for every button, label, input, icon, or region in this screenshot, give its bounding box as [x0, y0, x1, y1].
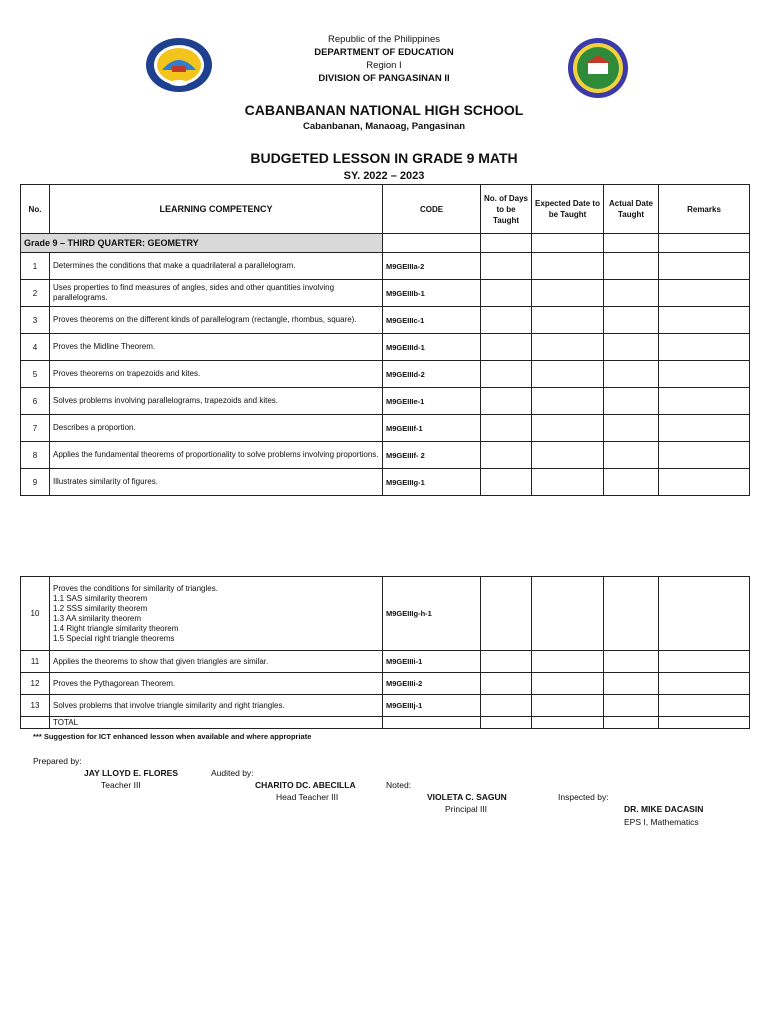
- inspected-by-title: EPS I, Mathematics: [624, 817, 699, 827]
- remarks-cell: [659, 651, 750, 673]
- table-row: [21, 334, 750, 361]
- actual-date-cell: [604, 469, 659, 496]
- row-number: 12: [21, 673, 50, 695]
- budget-table-part1: [20, 184, 750, 496]
- audited-by-title: Head Teacher III: [276, 792, 339, 802]
- col-header-no: No.: [21, 185, 50, 234]
- row-number: 3: [21, 307, 50, 334]
- audited-by-name: CHARITO DC. ABECILLA: [255, 780, 356, 790]
- days-cell: [481, 577, 532, 651]
- noted-title: Principal III: [445, 804, 488, 814]
- competency-cell: Applies the fundamental theorems of proportionality to solve problems involving proportions.: [50, 442, 383, 469]
- actual-date-cell: [604, 334, 659, 361]
- actual-date-cell: [604, 415, 659, 442]
- days-cell: [481, 415, 532, 442]
- competency-cell: Proves theorems on trapezoids and kites.: [50, 361, 383, 388]
- table-row: [21, 280, 750, 307]
- expected-date-cell: [532, 415, 604, 442]
- inspected-by-name: DR. MIKE DACASIN: [624, 804, 704, 814]
- school-address: Cabanbanan, Manaoag, Pangasinan: [302, 121, 466, 132]
- table-header-row: [21, 185, 750, 234]
- table-row: [21, 469, 750, 496]
- code-cell: M9GEIIIi-2: [383, 673, 481, 695]
- code-cell: M9GEIIIb-1: [383, 280, 481, 307]
- days-cell: [481, 361, 532, 388]
- code-cell: M9GEIIIj-1: [383, 695, 481, 717]
- header-region: Region I: [366, 60, 402, 71]
- code-cell: M9GEIIIf- 2: [383, 442, 481, 469]
- table-row: [21, 253, 750, 280]
- col-header-competency: LEARNING COMPETENCY: [50, 185, 383, 234]
- remarks-cell: [659, 577, 750, 651]
- remarks-cell: [659, 307, 750, 334]
- row-number: 1: [21, 253, 50, 280]
- header-department: DEPARTMENT OF EDUCATION: [314, 47, 454, 58]
- total-label: TOTAL: [50, 717, 383, 729]
- row-number: 10: [21, 577, 50, 651]
- table-row: [21, 577, 750, 651]
- quarter-row: [21, 234, 750, 253]
- remarks-cell: [659, 280, 750, 307]
- actual-date-cell: [604, 253, 659, 280]
- remarks-cell: [659, 673, 750, 695]
- remarks-cell: [659, 442, 750, 469]
- expected-date-cell: [532, 280, 604, 307]
- competency-cell: Proves the conditions for similarity of triangles. 1.1 SAS similarity theorem 1.2 SSS similarity theorem 1.3 AA similarity theorem 1.4 Right triangle similarity theorem 1.5 Special right triangle theorems: [50, 577, 383, 651]
- actual-date-cell: [604, 442, 659, 469]
- code-cell: M9GEIIIi-1: [383, 651, 481, 673]
- competency-cell: Proves the Pythagorean Theorem.: [50, 673, 383, 695]
- col-header-actual-date: Actual Date Taught: [604, 185, 659, 234]
- prepared-by-label: Prepared by:: [33, 756, 82, 766]
- actual-date-cell: [604, 307, 659, 334]
- expected-date-cell: [532, 361, 604, 388]
- days-cell: [481, 253, 532, 280]
- actual-date-cell: [604, 577, 659, 651]
- competency-cell: Proves theorems on the different kinds of parallelogram (rectangle, rhombus, square).: [50, 307, 383, 334]
- row-number: 13: [21, 695, 50, 717]
- expected-date-cell: [532, 577, 604, 651]
- competency-cell: Solves problems involving parallelograms, trapezoids and kites.: [50, 388, 383, 415]
- days-cell: [481, 307, 532, 334]
- row-number: 6: [21, 388, 50, 415]
- code-cell: M9GEIIId-2: [383, 361, 481, 388]
- school-year: SY. 2022 – 2023: [343, 170, 425, 182]
- expected-date-cell: [532, 307, 604, 334]
- expected-date-cell: [532, 253, 604, 280]
- expected-date-cell: [532, 673, 604, 695]
- noted-label: Noted:: [386, 780, 412, 790]
- remarks-cell: [659, 334, 750, 361]
- total-row: [21, 717, 750, 729]
- table-row: [21, 388, 750, 415]
- prepared-by-name: JAY LLOYD E. FLORES: [84, 768, 178, 778]
- noted-name: VIOLETA C. SAGUN: [427, 792, 507, 802]
- expected-date-cell: [532, 651, 604, 673]
- expected-date-cell: [532, 388, 604, 415]
- remarks-cell: [659, 361, 750, 388]
- row-number: 5: [21, 361, 50, 388]
- col-header-code: CODE: [383, 185, 481, 234]
- code-cell: M9GEIIIg-1: [383, 469, 481, 496]
- expected-date-cell: [532, 442, 604, 469]
- document-title: BUDGETED LESSON IN GRADE 9 MATH: [250, 150, 518, 166]
- table-row: [21, 442, 750, 469]
- remarks-cell: [659, 253, 750, 280]
- table-row: [21, 361, 750, 388]
- ict-note: *** Suggestion for ICT enhanced lesson when available and where appropriate: [33, 732, 312, 741]
- days-cell: [481, 651, 532, 673]
- prepared-by-title: Teacher III: [101, 780, 141, 790]
- inspected-by-label: Inspected by:: [558, 792, 609, 802]
- audited-by-label: Audited by:: [211, 768, 254, 778]
- col-header-expected-date: Expected Date to be Taught: [532, 185, 604, 234]
- actual-date-cell: [604, 695, 659, 717]
- row-number: 4: [21, 334, 50, 361]
- table-row: [21, 651, 750, 673]
- competency-cell: Proves the Midline Theorem.: [50, 334, 383, 361]
- school-name: CABANBANAN NATIONAL HIGH SCHOOL: [244, 102, 524, 118]
- actual-date-cell: [604, 651, 659, 673]
- code-cell: M9GEIIIf-1: [383, 415, 481, 442]
- competency-cell: Uses properties to find measures of angles, sides and other quantities involving parallelograms.: [50, 280, 383, 307]
- col-header-remarks: Remarks: [659, 185, 750, 234]
- col-header-days: No. of Days to be Taught: [481, 185, 532, 234]
- days-cell: [481, 695, 532, 717]
- row-number: 8: [21, 442, 50, 469]
- code-cell: M9GEIIIg-h-1: [383, 577, 481, 651]
- table-row: [21, 415, 750, 442]
- remarks-cell: [659, 469, 750, 496]
- header-republic: Republic of the Philippines: [328, 34, 440, 45]
- days-cell: [481, 388, 532, 415]
- quarter-label: Grade 9 – THIRD QUARTER: GEOMETRY: [21, 234, 383, 253]
- code-cell: M9GEIIIa-2: [383, 253, 481, 280]
- actual-date-cell: [604, 280, 659, 307]
- table-row: [21, 673, 750, 695]
- expected-date-cell: [532, 469, 604, 496]
- row-number: 2: [21, 280, 50, 307]
- days-cell: [481, 469, 532, 496]
- row-number: 9: [21, 469, 50, 496]
- actual-date-cell: [604, 673, 659, 695]
- expected-date-cell: [532, 334, 604, 361]
- table-row: [21, 695, 750, 717]
- code-cell: M9GEIIIe-1: [383, 388, 481, 415]
- actual-date-cell: [604, 388, 659, 415]
- competency-cell: Determines the conditions that make a quadrilateral a parallelogram.: [50, 253, 383, 280]
- remarks-cell: [659, 695, 750, 717]
- competency-cell: Illustrates similarity of figures.: [50, 469, 383, 496]
- days-cell: [481, 334, 532, 361]
- table-row: [21, 307, 750, 334]
- competency-cell: Applies the theorems to show that given triangles are similar.: [50, 651, 383, 673]
- row-number: 7: [21, 415, 50, 442]
- days-cell: [481, 673, 532, 695]
- expected-date-cell: [532, 695, 604, 717]
- code-cell: M9GEIIId-1: [383, 334, 481, 361]
- code-cell: M9GEIIIc-1: [383, 307, 481, 334]
- competency-cell: Solves problems that involve triangle similarity and right triangles.: [50, 695, 383, 717]
- days-cell: [481, 280, 532, 307]
- days-cell: [481, 442, 532, 469]
- competency-cell: Describes a proportion.: [50, 415, 383, 442]
- remarks-cell: [659, 415, 750, 442]
- actual-date-cell: [604, 361, 659, 388]
- budget-table-part2: [20, 576, 750, 729]
- header-division: DIVISION OF PANGASINAN II: [318, 73, 450, 84]
- remarks-cell: [659, 388, 750, 415]
- row-number: 11: [21, 651, 50, 673]
